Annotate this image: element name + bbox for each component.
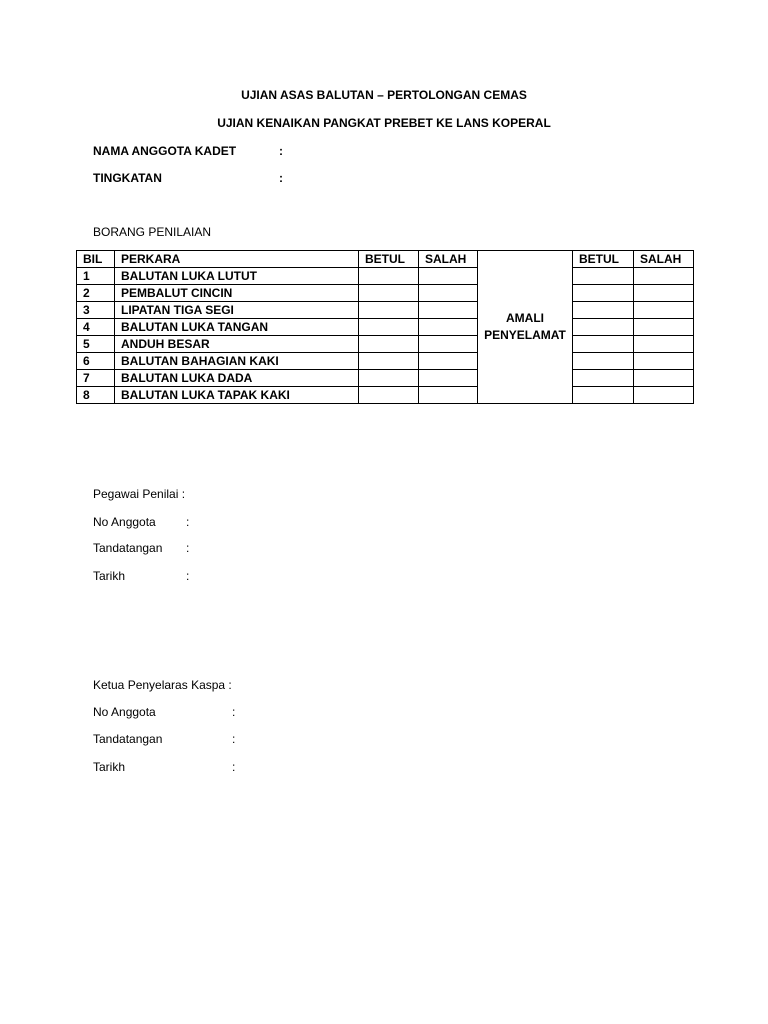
- betul-cell[interactable]: [359, 319, 419, 336]
- row-bil: 1: [77, 268, 115, 285]
- row-bil: 2: [77, 285, 115, 302]
- table-row: [77, 336, 694, 353]
- row-bil: 4: [77, 319, 115, 336]
- col-header-perkara: PERKARA: [115, 251, 359, 268]
- coordinator-no-label: No Anggota: [93, 705, 156, 719]
- salah-cell[interactable]: [419, 370, 478, 387]
- row-bil: 6: [77, 353, 115, 370]
- betul-cell[interactable]: [359, 268, 419, 285]
- form-heading: BORANG PENILAIAN: [93, 225, 212, 239]
- salah-cell-2[interactable]: [634, 370, 694, 387]
- table-row: [77, 285, 694, 302]
- table-header-row: [77, 251, 694, 268]
- col-header-salah: SALAH: [419, 251, 478, 268]
- coordinator-sign-label: Tandatangan: [93, 732, 163, 746]
- row-perkara: BALUTAN LUKA TANGAN: [115, 319, 359, 336]
- row-perkara: ANDUH BESAR: [115, 336, 359, 353]
- betul-cell[interactable]: [359, 370, 419, 387]
- coordinator-date-label: Tarikh: [93, 760, 126, 774]
- betul-cell-2[interactable]: [573, 319, 634, 336]
- row-perkara: BALUTAN LUKA TAPAK KAKI: [115, 387, 359, 404]
- betul-cell-2[interactable]: [573, 370, 634, 387]
- salah-cell[interactable]: [419, 302, 478, 319]
- salah-cell-2[interactable]: [634, 353, 694, 370]
- salah-cell-2[interactable]: [634, 319, 694, 336]
- salah-cell[interactable]: [419, 319, 478, 336]
- col-header-bil: BIL: [77, 251, 115, 268]
- row-bil: 8: [77, 387, 115, 404]
- assessor-sign-colon: :: [186, 541, 190, 555]
- coordinator-sign-colon: :: [232, 732, 236, 746]
- betul-cell-2[interactable]: [573, 302, 634, 319]
- col-header-betul-2: BETUL: [573, 251, 634, 268]
- coordinator-title: Ketua Penyelaras Kaspa :: [93, 678, 232, 692]
- assessor-date-colon: :: [186, 569, 190, 583]
- row-perkara: BALUTAN BAHAGIAN KAKI: [115, 353, 359, 370]
- betul-cell-2[interactable]: [573, 387, 634, 404]
- betul-cell-2[interactable]: [573, 268, 634, 285]
- betul-cell[interactable]: [359, 353, 419, 370]
- salah-cell-2[interactable]: [634, 302, 694, 319]
- row-perkara: PEMBALUT CINCIN: [115, 285, 359, 302]
- row-perkara: BALUTAN LUKA DADA: [115, 370, 359, 387]
- betul-cell[interactable]: [359, 302, 419, 319]
- penyelamat-label: PENYELAMAT: [484, 328, 566, 342]
- col-header-betul: BETUL: [359, 251, 419, 268]
- assessor-no-colon: :: [186, 515, 190, 529]
- salah-cell-2[interactable]: [634, 387, 694, 404]
- salah-cell[interactable]: [419, 285, 478, 302]
- betul-cell[interactable]: [359, 285, 419, 302]
- assessor-no-label: No Anggota: [93, 515, 156, 529]
- row-bil: 5: [77, 336, 115, 353]
- document-title: UJIAN ASAS BALUTAN – PERTOLONGAN CEMAS: [241, 88, 527, 102]
- document-subtitle: UJIAN KENAIKAN PANGKAT PREBET KE LANS KOPERAL: [217, 116, 551, 130]
- betul-cell-2[interactable]: [573, 336, 634, 353]
- betul-cell[interactable]: [359, 387, 419, 404]
- col-header-salah-2: SALAH: [634, 251, 694, 268]
- betul-cell-2[interactable]: [573, 353, 634, 370]
- assessor-sign-label: Tandatangan: [93, 541, 163, 555]
- salah-cell-2[interactable]: [634, 336, 694, 353]
- assessment-table: [76, 250, 694, 404]
- betul-cell-2[interactable]: [573, 285, 634, 302]
- coordinator-no-colon: :: [232, 705, 236, 719]
- candidate-level-label: TINGKATAN: [93, 171, 162, 185]
- table-row: [77, 370, 694, 387]
- assessor-date-label: Tarikh: [93, 569, 126, 583]
- assessor-title: Pegawai Penilai :: [93, 487, 186, 501]
- table-row: [77, 302, 694, 319]
- row-bil: 7: [77, 370, 115, 387]
- row-perkara: BALUTAN LUKA LUTUT: [115, 268, 359, 285]
- amali-label: AMALI: [506, 311, 544, 325]
- candidate-level-colon: :: [279, 171, 283, 185]
- amali-penyelamat-cell: [478, 251, 573, 404]
- salah-cell[interactable]: [419, 268, 478, 285]
- table-row: [77, 387, 694, 404]
- row-perkara: LIPATAN TIGA SEGI: [115, 302, 359, 319]
- salah-cell-2[interactable]: [634, 268, 694, 285]
- table-row: [77, 353, 694, 370]
- coordinator-date-colon: :: [232, 760, 236, 774]
- salah-cell[interactable]: [419, 353, 478, 370]
- candidate-name-colon: :: [279, 144, 283, 158]
- salah-cell-2[interactable]: [634, 285, 694, 302]
- candidate-name-label: NAMA ANGGOTA KADET: [93, 144, 237, 158]
- table-row: [77, 268, 694, 285]
- salah-cell[interactable]: [419, 387, 478, 404]
- table-row: [77, 319, 694, 336]
- betul-cell[interactable]: [359, 336, 419, 353]
- salah-cell[interactable]: [419, 336, 478, 353]
- row-bil: 3: [77, 302, 115, 319]
